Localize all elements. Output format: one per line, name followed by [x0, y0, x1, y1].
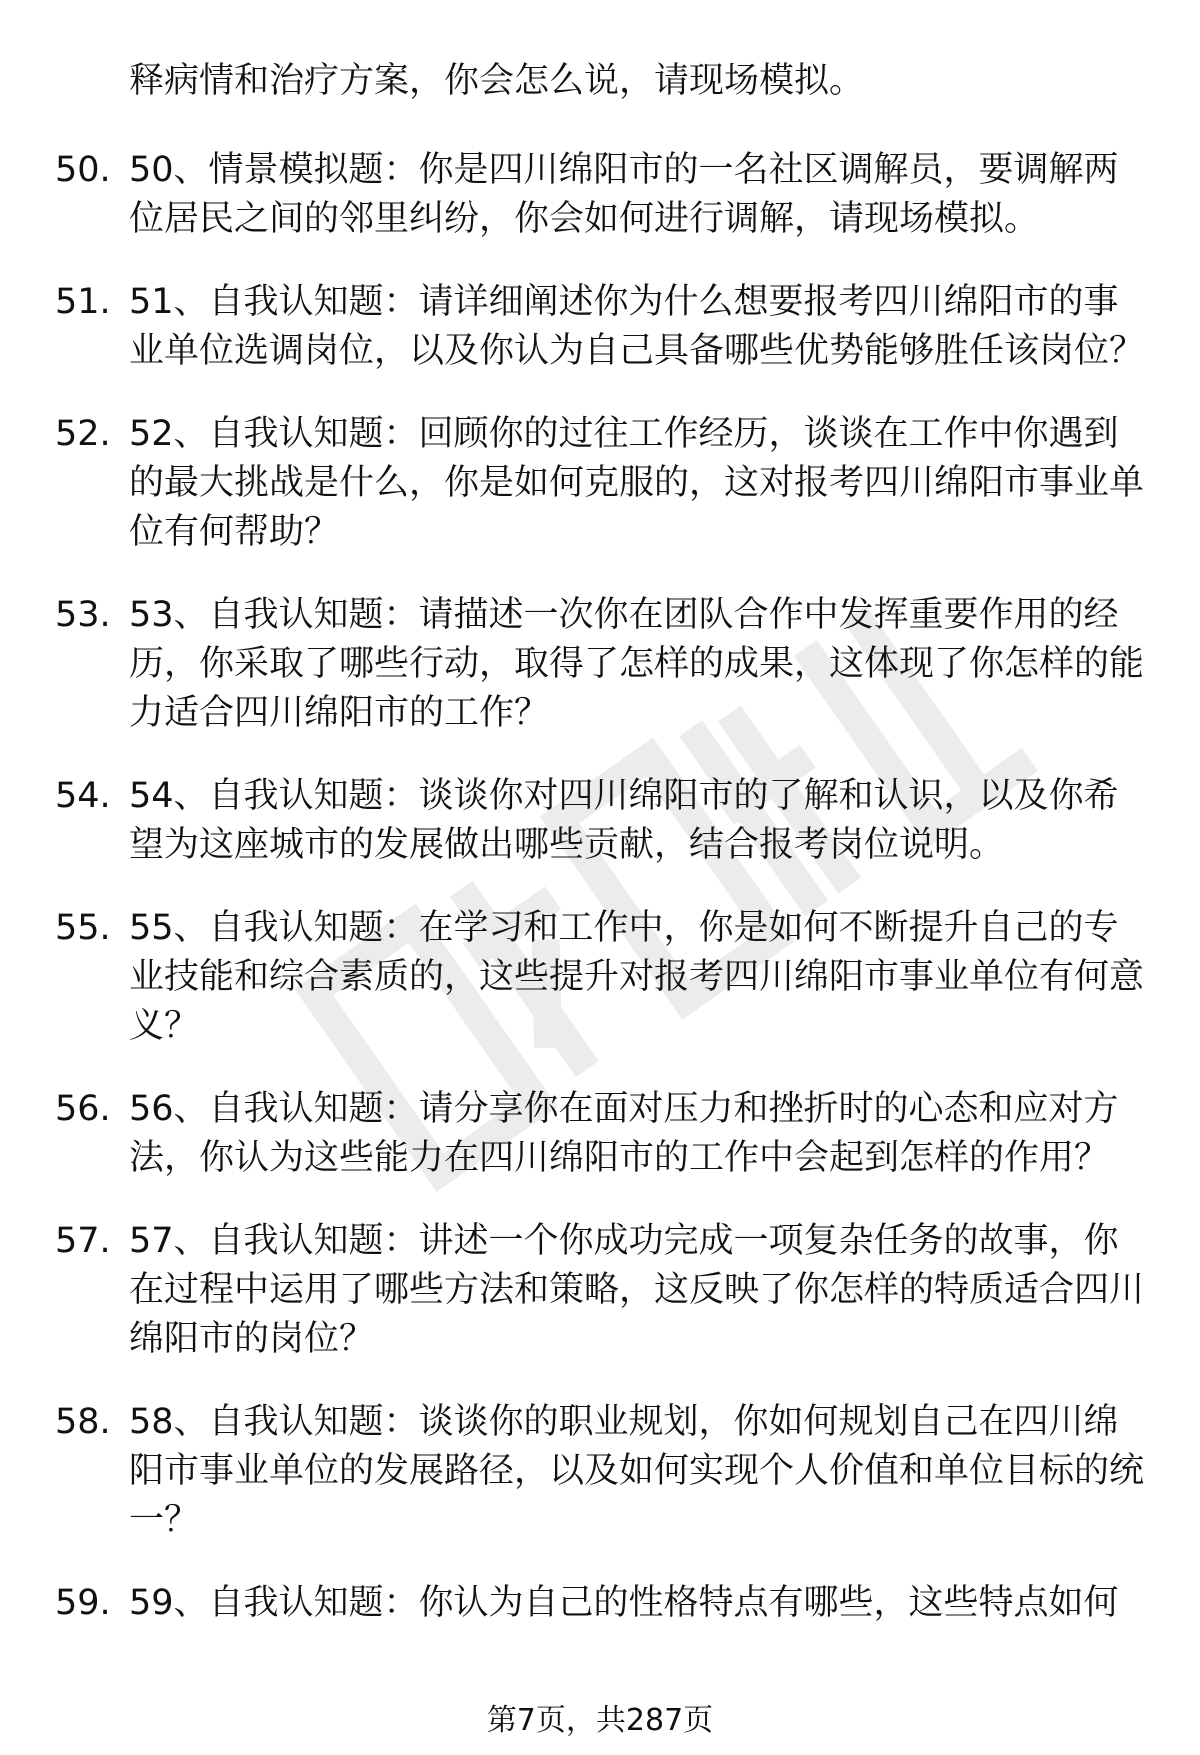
item-text: 58、自我认知题：谈谈你的职业规划，你如何规划自己在四川绵阳市事业单位的发展路径，以及如何实现个人价值和单位目标的统一？	[129, 1402, 1145, 1540]
list-item	[0, 591, 1149, 738]
list-item	[0, 1085, 1149, 1183]
list-item	[0, 410, 1149, 557]
item-number: 51.	[55, 282, 111, 322]
list-item	[0, 904, 1149, 1051]
item-number: 50.	[55, 150, 111, 190]
question-list	[0, 146, 1200, 1662]
item-text: 57、自我认知题：讲述一个你成功完成一项复杂任务的故事，你在过程中运用了哪些方法和策略，这反映了你怎样的特质适合四川绵阳市的岗位？	[129, 1221, 1145, 1359]
item-number: 52.	[55, 414, 111, 454]
continuation-text: 释病情和治疗方案，你会怎么说，请现场模拟。	[129, 61, 865, 101]
item-number: 53.	[55, 595, 111, 635]
list-item	[0, 1398, 1149, 1545]
item-text: 53、自我认知题：请描述一次你在团队合作中发挥重要作用的经历，你采取了哪些行动，取得了怎样的成果，这体现了你怎样的能力适合四川绵阳市的工作？	[129, 595, 1145, 733]
item-number: 58.	[55, 1402, 111, 1442]
item-text: 59、自我认知题：你认为自己的性格特点有哪些，这些特点如何	[129, 1583, 1119, 1623]
item-text: 54、自我认知题：谈谈你对四川绵阳市的了解和认识，以及你希望为这座城市的发展做出哪些贡献，结合报考岗位说明。	[129, 776, 1119, 865]
list-item	[0, 1217, 1149, 1364]
list-item	[0, 772, 1149, 870]
item-text: 56、自我认知题：请分享你在面对压力和挫折时的心态和应对方法，你认为这些能力在四川绵阳市的工作中会起到怎样的作用？	[129, 1089, 1119, 1178]
item-text: 51、自我认知题：请详细阐述你为什么想要报考四川绵阳市的事业单位选调岗位，以及你认为自己具备哪些优势能够胜任该岗位？	[129, 282, 1145, 371]
item-number: 57.	[55, 1221, 111, 1261]
page-footer: 第7页，共287页	[486, 1703, 714, 1738]
item-number: 54.	[55, 776, 111, 816]
item-number: 55.	[55, 908, 111, 948]
item-text: 50、情景模拟题：你是四川绵阳市的一名社区调解员，要调解两位居民之间的邻里纠纷，你会如何进行调解，请现场模拟。	[129, 150, 1119, 239]
item-number: 56.	[55, 1089, 111, 1129]
item-number: 59.	[55, 1583, 111, 1623]
list-item	[0, 1579, 1149, 1628]
list-item	[0, 278, 1149, 376]
list-item	[0, 146, 1149, 244]
item-text: 52、自我认知题：回顾你的过往工作经历，谈谈在工作中你遇到的最大挑战是什么，你是如何克服的，这对报考四川绵阳市事业单位有何帮助？	[129, 414, 1145, 552]
item-text: 55、自我认知题：在学习和工作中，你是如何不断提升自己的专业技能和综合素质的，这些提升对报考四川绵阳市事业单位有何意义？	[129, 908, 1145, 1046]
